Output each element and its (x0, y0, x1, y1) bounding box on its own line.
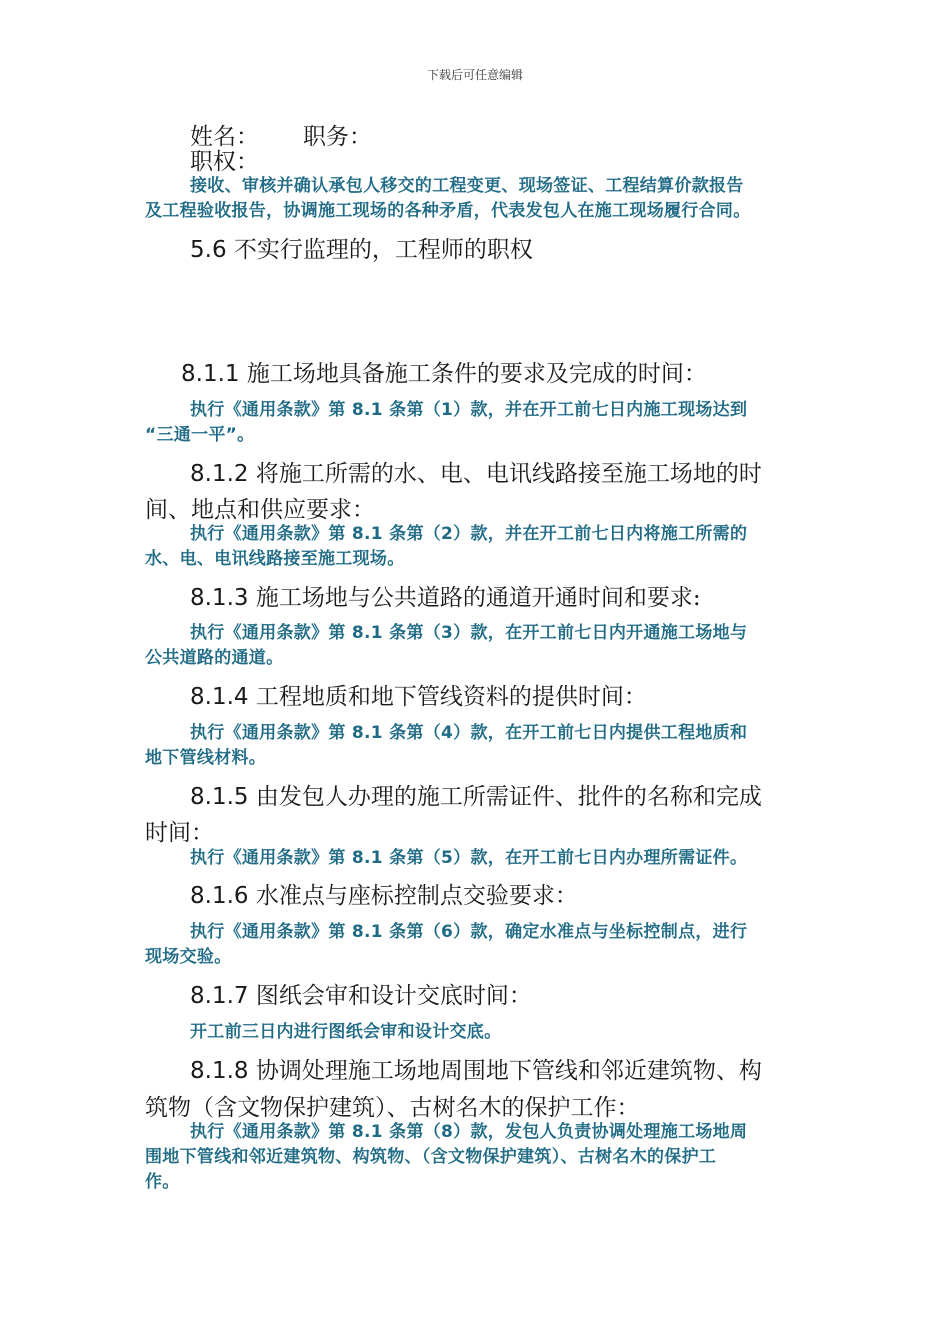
item-8-1-5-heading-line-2: 时间： (145, 820, 214, 846)
item-8-1-6-answer-line-1: 执行《通用条款》第 8.1 条第（6）款，确定水准点与坐标控制点，进行 (190, 922, 748, 942)
item-8-1-6-answer-line-2: 现场交验。 (145, 947, 232, 967)
item-8-1-5-answer-line-1: 执行《通用条款》第 8.1 条第（5）款，在开工前七日内办理所需证件。 (190, 848, 748, 868)
authority-text-line-2: 及工程验收报告，协调施工现场的各种矛盾，代表发包人在施工现场履行合同。 (145, 201, 751, 221)
name-label: 姓名： (190, 124, 259, 150)
item-title: 协调处理施工场地周围地下管线和邻近建筑物、构 (248, 1058, 762, 1084)
section-5-6-heading (190, 232, 533, 268)
item-8-1-1-answer-line-2: “三通一平”。 (145, 425, 255, 445)
item-8-1-1-heading (181, 356, 707, 392)
item-8-1-8-answer-line-3: 作。 (145, 1172, 180, 1192)
section-title: 不实行监理的，工程师的职权 (226, 237, 533, 263)
item-8-1-8-answer-line-2: 围地下管线和邻近建筑物、构筑物、（含文物保护建筑）、古树名木的保护工 (145, 1147, 717, 1167)
page-header-note: 下载后可任意编辑 (426, 68, 523, 82)
item-8-1-4-answer-line-2: 地下管线材料。 (145, 748, 267, 768)
item-number: 8.1.1 (181, 361, 240, 387)
item-8-1-3-heading (190, 580, 701, 616)
item-title: 工程地质和地下管线资料的提供时间： (248, 684, 647, 710)
item-title: 水准点与座标控制点交验要求： (248, 883, 578, 909)
item-title: 由发包人办理的施工所需证件、批件的名称和完成 (248, 784, 762, 810)
item-number: 8.1.7 (190, 983, 249, 1009)
item-8-1-3-answer-line-1: 执行《通用条款》第 8.1 条第（3）款，在开工前七日内开通施工场地与 (190, 623, 748, 643)
item-8-1-4-answer-line-1: 执行《通用条款》第 8.1 条第（4）款，在开工前七日内提供工程地质和 (190, 723, 748, 743)
item-number: 8.1.8 (190, 1058, 249, 1084)
authority-label: 职权： (190, 149, 259, 175)
item-8-1-2-heading-line-2: 间、地点和供应要求： (145, 497, 375, 523)
item-title: 将施工所需的水、电、电讯线路接至施工场地的时 (248, 461, 762, 487)
item-8-1-3-answer-line-2: 公共道路的通道。 (145, 648, 284, 668)
authority-text-line-1: 接收、审核并确认承包人移交的工程变更、现场签证、工程结算价款报告 (190, 176, 744, 196)
item-8-1-2-answer-line-2: 水、电、电讯线路接至施工现场。 (145, 549, 405, 569)
item-number: 8.1.5 (190, 784, 249, 810)
item-8-1-8-heading-line-2: 筑物（含文物保护建筑）、古树名木的保护工作： (145, 1095, 640, 1121)
item-8-1-4-heading (190, 679, 647, 715)
item-8-1-2-heading (190, 456, 762, 492)
item-title: 施工场地与公共道路的通道开通时间和要求: (248, 585, 701, 611)
item-number: 8.1.6 (190, 883, 249, 909)
section-number: 5.6 (190, 237, 227, 263)
item-8-1-6-heading (190, 878, 578, 914)
item-8-1-1-answer-line-1: 执行《通用条款》第 8.1 条第（1）款，并在开工前七日内施工现场达到 (190, 400, 748, 420)
item-title: 图纸会审和设计交底时间： (248, 983, 532, 1009)
item-title: 施工场地具备施工条件的要求及完成的时间： (239, 361, 707, 387)
item-8-1-8-heading (190, 1053, 762, 1089)
item-number: 8.1.4 (190, 684, 249, 710)
item-8-1-7-heading (190, 978, 532, 1014)
post-label: 职务： (303, 124, 372, 150)
item-8-1-8-answer-line-1: 执行《通用条款》第 8.1 条第（8）款，发包人负责协调处理施工场地周 (190, 1122, 748, 1142)
item-8-1-2-answer-line-1: 执行《通用条款》第 8.1 条第（2）款，并在开工前七日内将施工所需的 (190, 524, 748, 544)
item-8-1-7-answer-line-1: 开工前三日内进行图纸会审和设计交底。 (190, 1022, 502, 1042)
item-number: 8.1.3 (190, 585, 249, 611)
item-number: 8.1.2 (190, 461, 249, 487)
item-8-1-5-heading (190, 779, 762, 815)
